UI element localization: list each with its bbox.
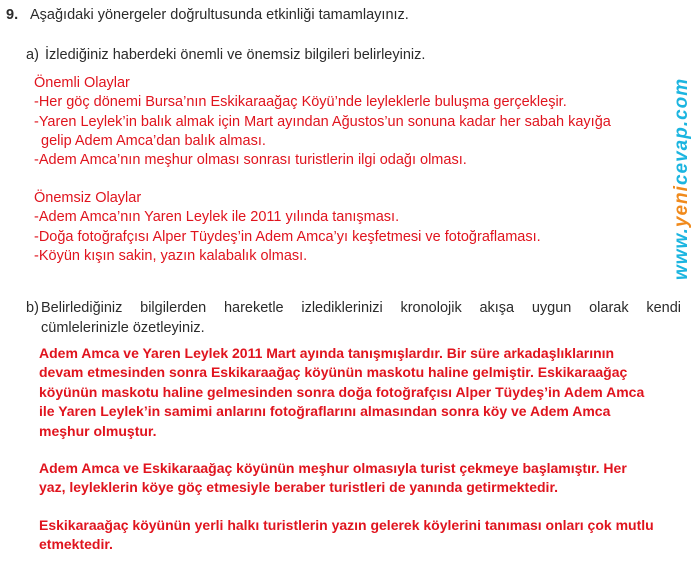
part-a-prompt-line [26,47,425,63]
unimportant-events-block [34,189,541,266]
unimportant-item: -Köyün kışın sakin, yazın kalabalık olması. [34,247,308,264]
summary-line: yaz, leyleklerin köye göç etmesiyle beraber turistleri de yanında getirmektedir. [39,479,559,496]
part-b-prompt-line1: Belirlediğiniz bilgilerden hareketle izlediklerinizi kronolojik akışa uygun olarak kendi [41,300,681,316]
question-prompt: Aşağıdaki yönergeler doğrultusunda etkinliği tamamlayınız. [30,7,409,23]
question-number: 9. [6,7,19,23]
summary-line: devam etmesinden sonra Eskikaraağaç köyünün maskotu haline gelmiştir. Eskikaraağaç [39,364,628,381]
part-b-letter: b) [26,300,39,316]
important-item: -Her göç dönemi Bursa’nın Eskikaraağaç Köyü’nde leyleklerle buluşma gerçekleşir. [34,94,567,111]
site-watermark [671,78,693,280]
summary-line: ile Yaren Leylek’in samimi anlarını fotoğraflarını almasından sonra köy ve Adem Amca [39,403,611,420]
important-item: -Yaren Leylek’in balık almak için Mart ayından Ağustos’un sonuna kadar her sabah kayığa [34,113,611,130]
summary-line: etmektedir. [39,536,113,553]
part-b-prompt [26,298,681,338]
important-heading: Önemli Olaylar [34,75,130,91]
summary-line: Eskikaraağaç köyünün yerli halkı turistlerin yazın gelerek köylerini tanıması onları çok mutlu [39,517,654,533]
summary-line: meşhur olmuştur. [39,422,157,439]
watermark-accent: yeni [671,185,692,228]
important-item: -Adem Amca’nın meşhur olması sonrası turistlerin ilgi odağı olması. [34,152,467,169]
part-b-prompt-line2: cümlelerinizle özetleyiniz. [41,320,205,336]
summary-line: Adem Amca ve Eskikaraağaç köyünün meşhur olmasıyla turist çekmeye başlamıştır. Her [39,460,627,476]
summary-line: köyünün maskotu haline gelmesinden sonra doğa fotoğrafçısı Alper Tüydeş’in Adem Amca [39,383,645,400]
unimportant-item: -Adem Amca’nın Yaren Leylek ile 2011 yılında tanışması. [34,209,400,226]
summary-line: Adem Amca ve Yaren Leylek 2011 Mart ayında tanışmışlardır. Bir süre arkadaşlıklarının [39,345,615,361]
unimportant-heading: Önemsiz Olaylar [34,190,142,206]
important-item-continuation: gelip Adem Amca’dan balık alması. [41,132,266,149]
watermark-prefix: www. [671,227,692,280]
summary-paragraph-3 [39,516,679,555]
summary-paragraph-2 [39,459,679,498]
question-line [6,7,409,23]
part-a-prompt: İzlediğiniz haberdeki önemli ve önemsiz bilgileri belirleyiniz. [45,47,426,63]
important-events-block [34,74,611,170]
summary-paragraph-1 [39,344,679,441]
part-a-letter: a) [26,47,39,63]
unimportant-item: -Doğa fotoğrafçısı Alper Tüydeş’in Adem Amca’yı keşfetmesi ve fotoğraflaması. [34,228,541,245]
watermark-suffix: cevap.com [671,77,692,186]
